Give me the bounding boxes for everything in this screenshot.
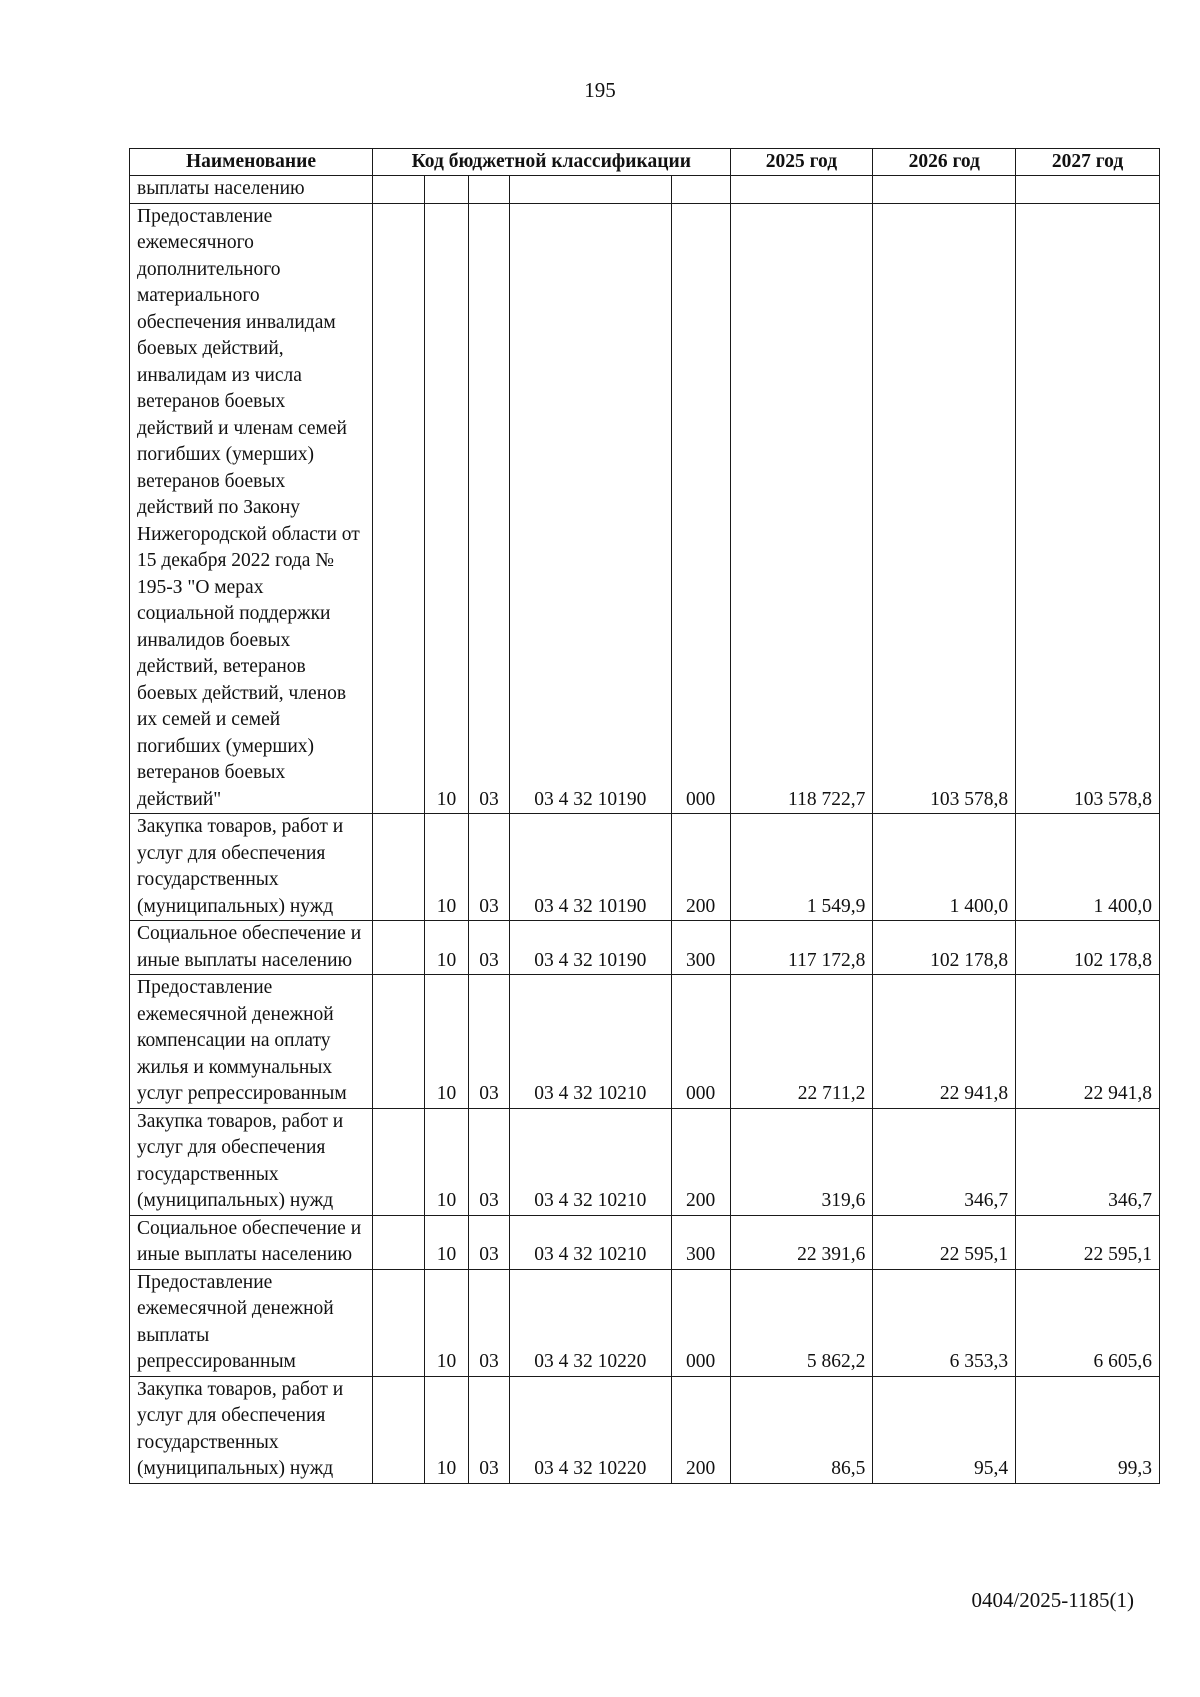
row-target-article: 03 4 32 10210 [509,975,671,1109]
row-section: 10 [424,1108,469,1215]
row-subsection: 03 [469,1215,510,1269]
row-subsection: 03 [469,1376,510,1483]
row-expense-type: 200 [671,814,730,921]
row-name: Предоставление ежемесячной денежной компенсации на оплату жилья и коммунальных услуг репрессированным [130,975,373,1109]
row-value-2025 [730,176,873,204]
header-name: Наименование [130,149,373,176]
row-subsection: 03 [469,975,510,1109]
row-section: 10 [424,1269,469,1376]
row-empty-col [373,176,425,204]
row-value-2026: 102 178,8 [873,921,1016,975]
row-target-article: 03 4 32 10190 [509,814,671,921]
header-2027: 2027 год [1016,149,1160,176]
table-row [130,975,1160,1109]
table-row [130,203,1160,814]
row-value-2026: 22 595,1 [873,1215,1016,1269]
row-name: Закупка товаров, работ и услуг для обеспечения государственных (муниципальных) нужд [130,1376,373,1483]
header-code: Код бюджетной классификации [373,149,730,176]
row-target-article: 03 4 32 10190 [509,921,671,975]
row-expense-type: 000 [671,1269,730,1376]
row-expense-type: 300 [671,921,730,975]
row-value-2026 [873,176,1016,204]
table-row [130,1108,1160,1215]
row-expense-type: 000 [671,203,730,814]
row-name: Предоставление ежемесячного дополнительного материального обеспечения инвалидам боевых действий, инвалидам из числа ветеранов боевых действий и членам семей погибших (умерших) ветеранов боевых действий по Закону Нижегородской области от 15 декабря 2022 года № 195-З "О мерах социальной поддержки инвалидов боевых действий, ветеранов боевых действий, членов их семей и семей погибших (умерших) ветеранов боевых действий" [130,203,373,814]
row-section: 10 [424,814,469,921]
row-name: Предоставление ежемесячной денежной выплаты репрессированным [130,1269,373,1376]
row-value-2027: 1 400,0 [1016,814,1160,921]
row-value-2025: 117 172,8 [730,921,873,975]
table-row [130,1376,1160,1483]
header-2026: 2026 год [873,149,1016,176]
row-value-2027: 99,3 [1016,1376,1160,1483]
row-value-2026: 103 578,8 [873,203,1016,814]
row-name: выплаты населению [130,176,373,204]
row-value-2025: 86,5 [730,1376,873,1483]
row-value-2025: 1 549,9 [730,814,873,921]
row-expense-type: 200 [671,1108,730,1215]
row-target-article: 03 4 32 10210 [509,1215,671,1269]
row-empty-col [373,203,425,814]
row-value-2027: 6 605,6 [1016,1269,1160,1376]
row-empty-col [373,1376,425,1483]
row-section: 10 [424,975,469,1109]
row-expense-type: 200 [671,1376,730,1483]
row-value-2027: 346,7 [1016,1108,1160,1215]
row-section: 10 [424,203,469,814]
row-target-article: 03 4 32 10190 [509,203,671,814]
row-name: Социальное обеспечение и иные выплаты населению [130,921,373,975]
row-empty-col [373,1269,425,1376]
row-subsection: 03 [469,1108,510,1215]
row-value-2026: 6 353,3 [873,1269,1016,1376]
row-value-2027: 103 578,8 [1016,203,1160,814]
page-number: 195 [584,78,616,102]
table-body [130,176,1160,1484]
row-empty-col [373,1108,425,1215]
row-value-2026: 95,4 [873,1376,1016,1483]
table-row [130,921,1160,975]
row-value-2025: 5 862,2 [730,1269,873,1376]
row-value-2026: 1 400,0 [873,814,1016,921]
row-empty-col [373,975,425,1109]
row-section: 10 [424,1215,469,1269]
row-expense-type: 000 [671,975,730,1109]
row-value-2027: 22 941,8 [1016,975,1160,1109]
row-subsection [469,176,510,204]
row-subsection: 03 [469,203,510,814]
table-row [130,176,1160,204]
row-value-2026: 22 941,8 [873,975,1016,1109]
row-expense-type: 300 [671,1215,730,1269]
row-value-2025: 22 391,6 [730,1215,873,1269]
table-row [130,814,1160,921]
row-section: 10 [424,1376,469,1483]
row-section [424,176,469,204]
row-value-2027: 22 595,1 [1016,1215,1160,1269]
row-expense-type [671,176,730,204]
row-subsection: 03 [469,921,510,975]
budget-table [129,148,1160,1484]
row-value-2027: 102 178,8 [1016,921,1160,975]
document-code: 0404/2025-1185(1) [971,1588,1134,1612]
row-empty-col [373,1215,425,1269]
row-value-2027 [1016,176,1160,204]
table-row [130,1269,1160,1376]
row-subsection: 03 [469,814,510,921]
row-section: 10 [424,921,469,975]
row-empty-col [373,814,425,921]
row-target-article: 03 4 32 10220 [509,1269,671,1376]
row-value-2025: 319,6 [730,1108,873,1215]
row-value-2026: 346,7 [873,1108,1016,1215]
row-target-article: 03 4 32 10210 [509,1108,671,1215]
row-name: Социальное обеспечение и иные выплаты населению [130,1215,373,1269]
row-name: Закупка товаров, работ и услуг для обеспечения государственных (муниципальных) нужд [130,814,373,921]
row-value-2025: 118 722,7 [730,203,873,814]
header-row [130,149,1160,176]
row-value-2025: 22 711,2 [730,975,873,1109]
row-empty-col [373,921,425,975]
row-subsection: 03 [469,1269,510,1376]
row-target-article: 03 4 32 10220 [509,1376,671,1483]
row-name: Закупка товаров, работ и услуг для обеспечения государственных (муниципальных) нужд [130,1108,373,1215]
table-row [130,1215,1160,1269]
row-target-article [509,176,671,204]
header-2025: 2025 год [730,149,873,176]
